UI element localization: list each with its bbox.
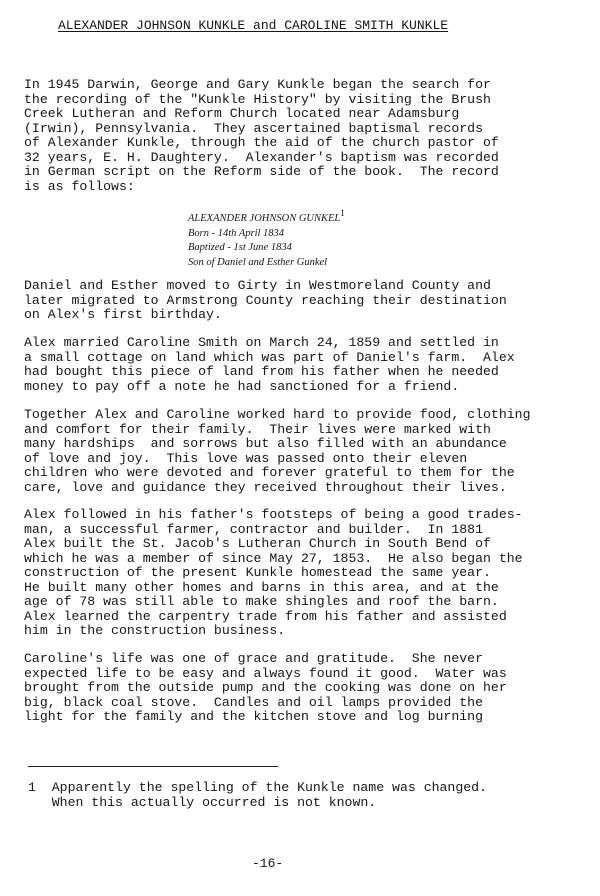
text-line: Creek Lutheran and Reform Church located near Adamsburg — [24, 106, 460, 121]
text-line: Alex learned the carpentry trade from his father and assisted — [24, 608, 507, 624]
text-line: Alex followed in his father's footsteps of being a good trades- — [24, 507, 523, 522]
text-line: had bought this piece of land from his father when he needed — [24, 364, 499, 379]
text-line: Caroline's life was one of grace and gratitude. She never — [24, 651, 483, 666]
text-line: and comfort for their family. Their lives were marked with — [24, 421, 491, 437]
text-line: big, black coal stove. Candles and oil lamps provided the — [24, 694, 483, 710]
text-line: children who were devoted and forever grateful to them for the — [24, 465, 515, 480]
page-number: -16- — [252, 856, 284, 871]
text-line: many hardships and sorrows but also filled with an abundance — [24, 436, 507, 451]
text-line: construction of the present Kunkle homestead the same year. — [24, 565, 491, 580]
text-line: (Irwin), Pennsylvania. They ascertained baptismal records — [24, 120, 483, 136]
record-name-text: ALEXANDER JOHNSON GUNKEL — [188, 213, 341, 224]
text-line: age of 78 was still able to make shingles and roof the barn. — [24, 594, 499, 609]
paragraph-migration — [24, 279, 584, 323]
footnote-line: When this actually occurred is not known. — [28, 794, 377, 810]
text-line: of Alexander Kunkle, through the aid of the church pastor of — [24, 135, 499, 150]
text-line: In 1945 Darwin, George and Gary Kunkle began the search for — [24, 77, 491, 92]
footnote — [28, 781, 568, 810]
text-line: on Alex's first birthday. — [24, 307, 222, 322]
text-line: 32 years, E. H. Daughtery. Alexander's baptism was recorded — [24, 149, 499, 165]
text-line: He built many other homes and barns in this area, and at the — [24, 579, 499, 595]
text-line: Together Alex and Caroline worked hard to provide food, clothing — [24, 407, 531, 422]
text-line: later migrated to Armstrong County reaching their destination — [24, 292, 507, 308]
text-line: man, a successful farmer, contractor and builder. In 1881 — [24, 521, 483, 537]
text-line: brought from the outside pump and the cooking was done on her — [24, 680, 507, 695]
text-line: light for the family and the kitchen stove and log burning — [24, 709, 483, 724]
text-line: care, love and guidance they received throughout their lives. — [24, 479, 507, 495]
text-line: money to pay off a note he had sanctioned for a friend. — [24, 378, 460, 394]
text-line: him in the construction business. — [24, 623, 286, 638]
record-parents: Son of Daniel and Esther Gunkel — [188, 256, 328, 268]
text-line: the recording of the "Kunkle History" by visiting the Brush — [24, 91, 491, 107]
record-name — [188, 206, 448, 227]
page-title: ALEXANDER JOHNSON KUNKLE and CAROLINE SMITH KUNKLE — [58, 18, 449, 33]
footnote-line: 1 Apparently the spelling of the Kunkle name was changed. — [28, 780, 487, 795]
text-line: Alex built the St. Jacob's Lutheran Church in South Bend of — [24, 536, 491, 551]
paragraph-trade — [24, 508, 584, 639]
paragraph-family-life — [24, 408, 584, 495]
paragraph-caroline — [24, 652, 584, 725]
baptism-record — [188, 206, 448, 270]
text-line: in German script on the Reform side of the book. The record — [24, 164, 499, 179]
record-born: Born - 14th April 1834 — [188, 227, 285, 239]
text-line: Alex married Caroline Smith on March 24, 1859 and settled in — [24, 335, 499, 350]
text-line: of love and joy. This love was passed onto their eleven — [24, 450, 468, 466]
paragraph-search-history — [24, 78, 584, 194]
text-line: Daniel and Esther moved to Girty in Westmoreland County and — [24, 278, 491, 293]
record-baptized: Baptized - 1st June 1834 — [188, 242, 292, 253]
text-line: which he was a member of since May 27, 1853. He also began the — [24, 550, 523, 566]
footnote-divider — [28, 766, 278, 767]
footnote-marker: 1 — [340, 208, 345, 218]
text-line: expected life to be easy and always found it good. Water was — [24, 665, 507, 681]
paragraph-marriage — [24, 336, 584, 394]
text-line: is as follows: — [24, 178, 135, 194]
text-line: a small cottage on land which was part of Daniel's farm. Alex — [24, 349, 515, 365]
